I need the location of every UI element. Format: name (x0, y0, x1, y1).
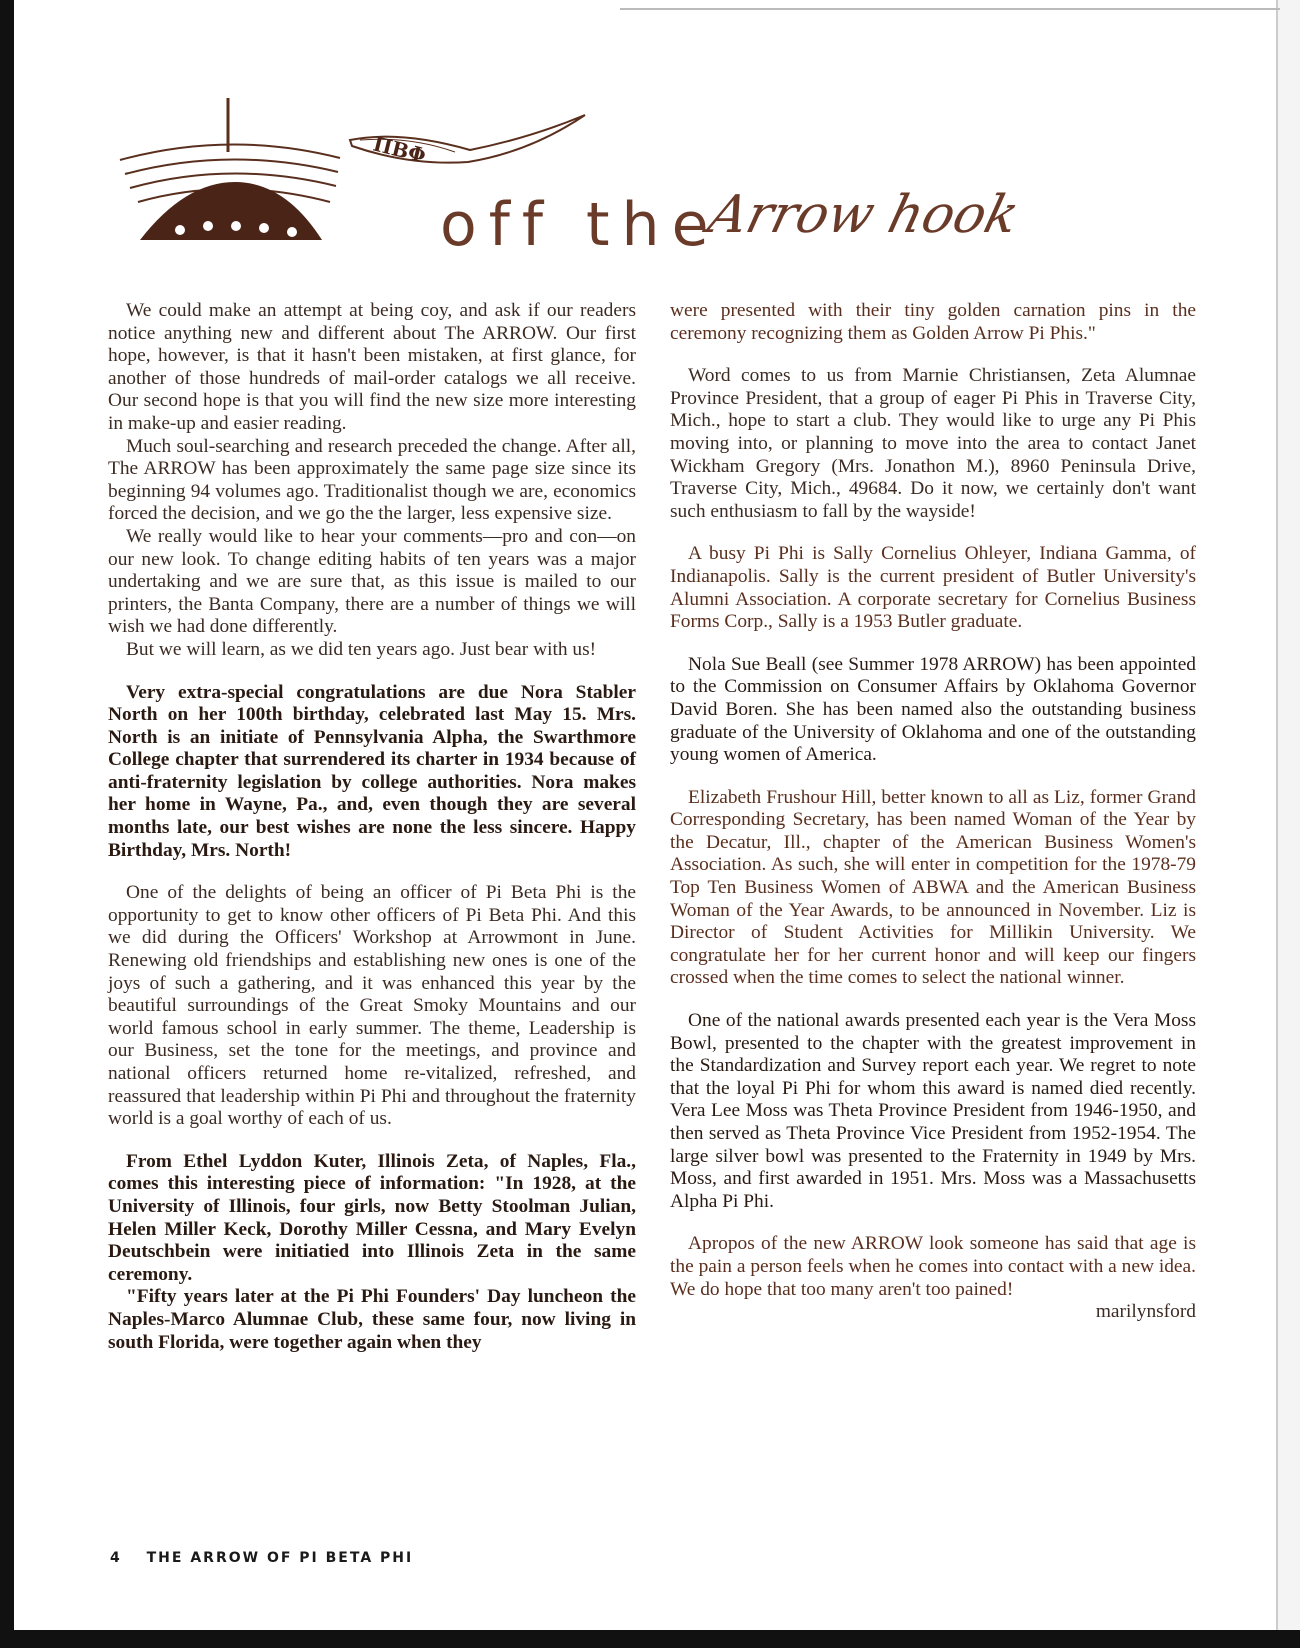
paragraph-sally: A busy Pi Phi is Sally Cornelius Ohleyer, Indiana Gamma, of Indianapolis. Sally is the current president of Butler University's Alumni Association. A corporate secretary for Cornelius Business Forms Corp., Sally is a 1953 Butler graduate. (670, 543, 1196, 633)
paragraph-nola-sue: Nola Sue Beall (see Summer 1978 ARROW) has been appointed to the Commission on Consumer Affairs by Oklahoma Governor David Boren. She has been named also the outstanding business graduate of the University of Oklahoma and one of the outstanding young women of America. (670, 653, 1196, 766)
paragraph-fifty-years: "Fifty years later at the Pi Phi Founders' Day luncheon the Naples-Marco Alumnae Club, these same four, now living in south Florida, were together again when they (108, 1286, 636, 1353)
paragraph-traverse-city: Word comes to us from Marnie Christiansen, Zeta Alumnae Province President, that a group of eager Pi Phis in Traverse City, Mich., hope to start a club. They would like to urge any Pi Phis moving into, or planning to move into the area to contact Janet Wickham Gregory (Mrs. Jonathon M.), 8960 Peninsula Drive, Traverse City, Mich., 49684. Do it now, we certainly don't want such enthusiasm to fall by the wayside! (670, 365, 1196, 522)
right-column (670, 300, 1196, 1324)
signature: marilynsford (1095, 1301, 1196, 1323)
paragraph-liz-hill: Elizabeth Frushour Hill, better known to all as Liz, former Grand Corresponding Secretary, has been named Woman of the Year by the Decatur, Ill., chapter of the American Business Women's Association. As such, she will enter in competition for the 1978-79 Top Ten Business Women of ABWA and the American Business Woman of the Year Awards, to be announced in November. Liz is Director of Student Activities for Millikin University. We congratulate her for her current honor and will keep our fingers crossed when the time comes to select the national winner. (670, 786, 1196, 989)
paragraph-workshop: One of the delights of being an officer of Pi Beta Phi is the opportunity to get to know other officers of Pi Beta Phi. And this we did during the Officers' Workshop at Arrowmont in June. Renewing old friendships and establishing new ones is one of the joys of such a gathering, and it was enhanced this year by the beautiful surroundings of the Great Smoky Mountains and our world famous school in early summer. The theme, Leadership is our Business, set the tone for the meetings, and province and national officers returned home re-vitalized, refreshed, and reassured that leadership within Pi Phi and throughout the fraternity world is a goal worthy of each of us. (108, 882, 636, 1130)
paragraph-apropos: Apropos of the new ARROW look someone has said that age is the pain a person feels when he comes into contact with a new idea. We do hope that too many aren't too pained! (670, 1233, 1196, 1300)
paragraph-golden-arrow: were presented with their tiny golden carnation pins in the ceremony recognizing them as Golden Arrow Pi Phis." (670, 300, 1196, 344)
publication-name: THE ARROW OF PI BETA PHI (146, 1550, 414, 1566)
svg-text:ΠΒΦ: ΠΒΦ (370, 131, 429, 168)
paragraph-comments: We really would like to hear your comments—pro and con—on our new look. To change editing habits of ten years was a major undertaking and we are sure that, as this issue is mailed to our printers, the Banta Company, there are a number of things we will wish we had done differently. (108, 525, 636, 638)
masthead-title-prefix: off the (440, 190, 721, 260)
paragraph-intro: We could make an attempt at being coy, and ask if our readers notice anything new and different about The ARROW. Our first hope, however, is that it hasn't been mistaken, at first glance, for another of those hundreds of mail-order catalogs we all receive. Our second hope is that you will find the new size more interesting in make-up and easier reading. (108, 300, 636, 434)
paragraph-vera-moss: One of the national awards presented each year is the Vera Moss Bowl, presented to the chapter with the greatest improvement in the Standardization and Survey report each year. We regret to note that the loyal Pi Phi for whom this award is named died recently. Vera Lee Moss was Theta Province President from 1946-1950, and then served as Theta Province Vice President from 1952-1954. The large silver bowl was presented to the Fraternity in 1949 by Mrs. Moss, and first awarded in 1951. Mrs. Moss was a Massachusetts Alpha Pi Phi. (670, 1010, 1196, 1212)
paragraph-bear-with-us: But we will learn, as we did ten years ago. Just bear with us! (126, 638, 597, 660)
scan-border-top (620, 8, 1280, 10)
page-number: 4 (110, 1550, 122, 1566)
paragraph-birthday: Very extra-special congratulations are due Nora Stabler North on her 100th birthday, celebrated last May 15. Mrs. North is an initiate of Pennsylvania Alpha, the Swarthmore College chapter that surrendered its charter in 1934 because of anti-fraternity legislation by college authorities. Nora makes her home in Wayne, Pa., and, even though they are several months late, our best wishes are none the less sincere. Happy Birthday, Mrs. North! (108, 681, 636, 861)
paragraph-size-change: Much soul-searching and research preceded the change. After all, The ARROW has been approximately the same page size since its beginning 94 volumes ago. Traditionalist though we are, economics forced the decision, and we go the the larger, less expensive size. (108, 435, 636, 525)
left-column (108, 300, 636, 1354)
masthead-title-script: Arrow hook (702, 185, 1025, 245)
scan-border-bottom (0, 1630, 1300, 1648)
page-footer (110, 1550, 413, 1566)
scan-border-left (0, 0, 14, 1648)
masthead (110, 90, 1040, 260)
scan-border-right (1276, 0, 1300, 1648)
paragraph-illinois-zeta: From Ethel Lyddon Kuter, Illinois Zeta, of Naples, Fla., comes this interesting piece of information: "In 1928, at the University of Illinois, four girls, now Betty Stoolman Julian, Helen Miller Keck, Dorothy Miller Cessna, and Mary Evelyn Deutschbein were initiatied into Illinois Zeta in the same ceremony. (108, 1150, 636, 1285)
